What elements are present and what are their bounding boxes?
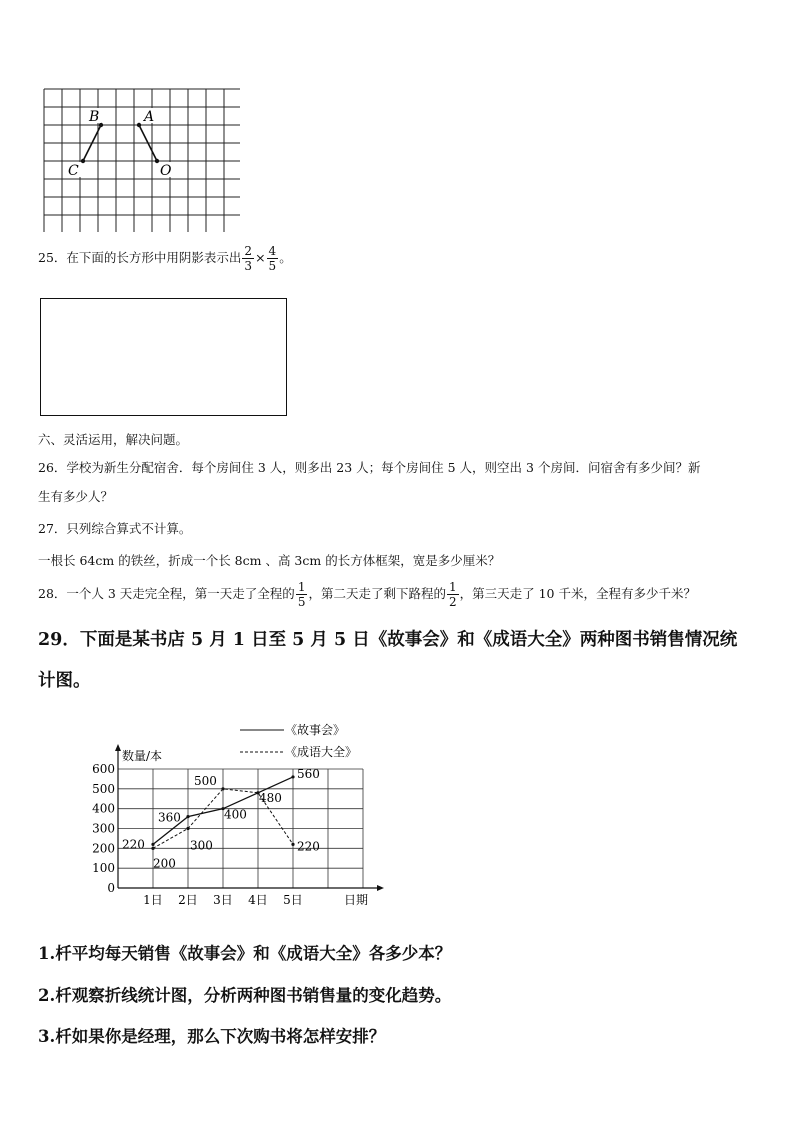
point-a xyxy=(137,123,141,127)
x-tick-label: 4日 xyxy=(248,893,268,907)
y-tick-label: 0 xyxy=(107,881,115,895)
label-c: C xyxy=(68,163,79,179)
data-label: 400 xyxy=(224,807,247,822)
data-point xyxy=(291,843,294,846)
label-o: O xyxy=(160,163,172,179)
y-tick-label: 200 xyxy=(92,841,115,856)
fraction-two-thirds: $\frac{2}{3}$ xyxy=(244,244,253,273)
times-sign: × xyxy=(255,250,266,265)
data-label: 500 xyxy=(194,773,217,788)
data-point xyxy=(151,843,154,846)
data-label: 480 xyxy=(259,790,282,805)
data-point xyxy=(221,787,224,790)
data-label: 200 xyxy=(153,856,176,871)
question-26-line-1: 26．学校为新生分配宿舍．每个房间住 3 人，则多出 23 人；每个房间住 5 人，则空出 3 个房间．问宿舍有多少间？新 xyxy=(38,460,701,475)
data-point xyxy=(151,847,154,850)
question-29-line-2: 计图。 xyxy=(38,671,91,691)
x-axis-label: 日期 xyxy=(343,893,369,907)
sub-question-3: 3.杄如果你是经理，那么下次购书将怎样安排？ xyxy=(38,1027,386,1046)
x-tick-label: 3日 xyxy=(213,893,233,907)
fraction-four-fifths: $\frac{4}{5}$ xyxy=(268,244,277,273)
question-27-title: 27．只列综合算式不计算。 xyxy=(38,521,192,536)
label-a: A xyxy=(144,109,155,125)
x-tick-label: 5日 xyxy=(283,893,303,907)
y-tick-label: 300 xyxy=(92,821,115,836)
y-tick-label: 100 xyxy=(92,861,115,876)
x-tick-label: 1日 xyxy=(143,893,163,907)
question-27-body: 一根长 64cm 的铁丝，折成一个长 8cm 、高 3cm 的长方体框架，宽是多少厘米？ xyxy=(38,553,501,568)
point-c xyxy=(81,159,85,163)
data-label: 360 xyxy=(158,810,181,825)
point-o xyxy=(155,159,159,163)
sub-question-2: 2.杄观察折线统计图，分析两种图书销售量的变化趋势。 xyxy=(38,986,452,1005)
point-b xyxy=(99,123,103,127)
question-25-text: 25．在下面的长方形中用阴影表示出 xyxy=(38,250,242,265)
y-axis-label: 数量/本 xyxy=(122,749,163,763)
y-axis-arrow xyxy=(115,744,121,751)
y-tick-label: 600 xyxy=(92,762,115,776)
data-label: 300 xyxy=(190,838,213,853)
data-point xyxy=(186,827,189,830)
legend-label-gushihui: 《故事会》 xyxy=(285,723,346,737)
label-b: B xyxy=(89,109,100,125)
y-tick-label: 500 xyxy=(92,781,115,796)
sub-question-1: 1.杄平均每天销售《故事会》和《成语大全》各多少本？ xyxy=(38,944,452,963)
question-25: 25．在下面的长方形中用阴影表示出 $\frac{2}{3}$ × $\frac{4}{5}$ 。 xyxy=(38,244,292,273)
legend-label-chengyu: 《成语大全》 xyxy=(285,745,358,759)
x-axis-arrow xyxy=(377,885,384,891)
question-26-line-2: 生有多少人？ xyxy=(38,489,114,504)
y-tick-label: 400 xyxy=(92,801,115,816)
data-label: 220 xyxy=(122,837,145,852)
section-6-heading: 六、灵活运用，解决问题。 xyxy=(38,432,189,447)
answer-rectangle xyxy=(40,298,287,416)
sales-line-chart xyxy=(88,716,398,912)
question-28: 28．一个人 3 天走完全程，第一天走了全程的 $\frac{1}{5}$ ，第二天走了剩下路程的 $\frac{1}{2}$ ，第三天走了 10 千米，全程有多少千米？ xyxy=(38,580,696,609)
question-29-line-1: 29．下面是某书店 5 月 1 日至 5 月 5 日《故事会》和《成语大全》两种图书销售情况统 xyxy=(38,630,738,650)
fraction-one-fifth: $\frac{1}{5}$ xyxy=(297,580,306,609)
data-label: 560 xyxy=(297,766,320,781)
fraction-one-half: $\frac{1}{2}$ xyxy=(448,580,457,609)
data-point xyxy=(291,775,294,778)
data-label: 220 xyxy=(297,839,320,854)
grid-figure xyxy=(40,86,240,232)
x-tick-label: 2日 xyxy=(178,893,198,907)
data-point xyxy=(186,815,189,818)
